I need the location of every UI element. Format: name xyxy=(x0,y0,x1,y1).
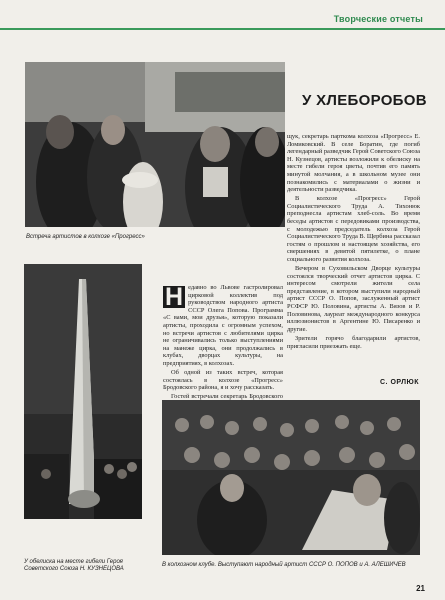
paragraph-intro xyxy=(163,284,283,368)
photo-obelisk xyxy=(24,264,142,519)
article-title: У ХЛЕБОРОБОВ xyxy=(302,92,427,109)
paragraph: щук, секретарь парткома колхоза «Прогресс» Е. Ломиковский. В селе Боратин, где погиб легендарный разведчик Герой Советского Союза Н. Кузнецов, артисты возложили к обелиску на месте гибели героя цветы, почтив его память минутой молчания, а в школьном музее они познакомились с материалами о жизни и деятельности разведчика. xyxy=(287,133,420,194)
photo-club xyxy=(162,400,420,555)
paragraph: Вечером в Суховильском Дворце культуры состоялся творческий отчет артистов цирка. С интересом смотрели жители села представление, в котором выступили народный артист СССР О. Попов, заслуженный артист РСФСР Ю. Половина, артисты А. Вязов и Р. Половинова, лауреат международного конкурса иллюзионистов в Аргентине Ю. Писаренко и другие. xyxy=(287,265,420,333)
caption-club: В колхозном клубе. Выступают народный артист СССР О. ПОПОВ и А. АЛЕШИЧЕВ xyxy=(162,562,406,568)
intro-text: едавно во Львове гастролировал цирковой коллектив под руководством народного артиста СССР Олега Попова. Программа «С вами, мои друзья», которую показали артисты, проходила с огромным успехом, но встречи артистов с любителями цирка не ограничивались только выступлениями на манеже цирка, они продолжались в клубах, дворцах культуры, на предприятиях, в колхозах. xyxy=(163,284,283,367)
page-number: 21 xyxy=(416,584,425,593)
paragraph: Гостей встречали секретарь Бродовского xyxy=(171,393,283,401)
drop-cap: Н xyxy=(165,283,184,311)
author-byline: С. ОРЛЮК xyxy=(380,379,420,386)
article-column-right xyxy=(287,133,420,352)
section-label: Творческие отчеты xyxy=(333,14,423,24)
caption-meeting: Встреча артистов в колхозе «Прогресс» xyxy=(26,234,145,240)
photo-meeting xyxy=(25,62,285,227)
paragraph: В колхозе «Прогресс» Герой Социалистического Труда А. Тихонюк преподнесла артистам хлеб-соль. Во время беседы артистов с передовиками производства, с молодежью председатель колхоза Герой Социалистического Труда В. Щербина рассказал гостям о прошлом и настоящем хозяйства, его свершениях в девятой пятилетке, о плане социального развития колхоза. xyxy=(287,195,420,263)
header-rule xyxy=(0,28,445,30)
paragraph: Об одной из таких встреч, которая состоялась в колхозе «Прогресс» Бродовского района, я и хочу рассказать. xyxy=(163,369,283,392)
article-column-middle xyxy=(163,284,283,410)
paragraph: Зрители горячо благодарили артистов, пригласили приезжать еще. xyxy=(287,334,420,350)
caption-obelisk: У обелиска на месте гибели Героя Советского Союза Н. КУЗНЕЦОВА xyxy=(24,559,124,572)
